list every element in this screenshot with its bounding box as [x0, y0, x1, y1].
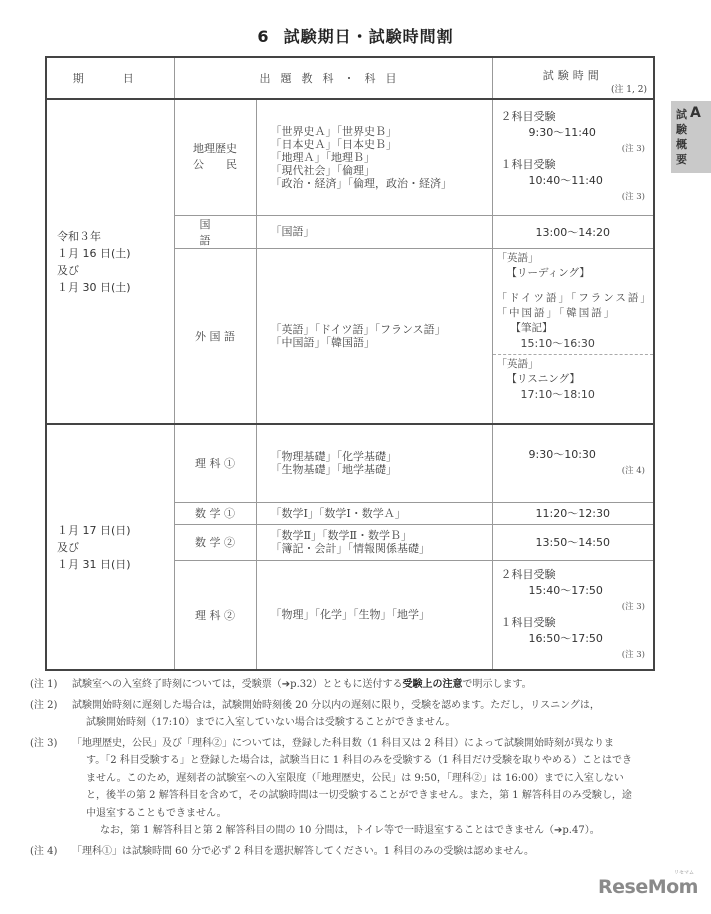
items-math-2: 「数学Ⅱ」「数学Ⅱ・数学Ｂ」 「簿記・会計」「情報関係基礎」 — [256, 524, 492, 560]
items-science-2: 「物理」「化学」「生物」「地学」 — [256, 560, 492, 670]
table-header-row — [46, 57, 654, 99]
note-1-emphasis: 受験上の注意 — [402, 679, 463, 690]
note-3: (注 3) 「地理歴史，公民」及び「理科②」については，登録した科目数（1 科目又は 2 科目）によって試験開始時刻が異なりま す。「2 科目受験する」と登録した場合は，試験当日に 1 科目のみを受験する（1 科目だけ受験を取りやめる）ことはでき ません。このため，遅刻者の試験室への入室限度（「地理歴史，公民」は 9:50，「理科②」は 16:00）までに入室しない と，後半の第 2 解答科目を含めて，その試験時間は一切受験することができません。また，第 1 解答科目のみ受験し，途 中退室することもできません。 なお，第 1 解答科目と第 2 解答科目の間の 10 分間は，トイレ等で一時退室することはできません（➔p.47）。 — [30, 737, 633, 836]
subject-japanese: 国 語 — [174, 215, 256, 248]
subject-science-1: 理 科 ① — [174, 424, 256, 502]
time-geo-history-civics: ２科目受験 9:30〜11:40 (注 3) １科目受験 10:40〜11:40 (注 3) — [492, 99, 654, 215]
date-cell-day2: １月 17 日(日) 及び １月 31 日(日) — [46, 424, 174, 670]
note-4: (注 4) 「理科①」は試験時間 60 分で必ず 2 科目を選択解答してください。1 科目のみの受験は認めません。 — [30, 845, 534, 857]
time-japanese: 13:00〜14:20 — [492, 215, 654, 248]
items-math-1: 「数学Ⅰ」「数学Ⅰ・数学Ａ」 — [256, 502, 492, 524]
subject-math-2: 数 学 ② — [174, 524, 256, 560]
table-row — [46, 99, 654, 215]
page-title: 6 試験期日・試験時間割 — [257, 27, 454, 46]
time-science-1: 9:30〜10:30 (注 4) — [492, 424, 654, 502]
resemom-logo: ReseMom リセマム — [598, 870, 698, 898]
subject-geo-history-civics: 地理歴史 公 民 — [174, 99, 256, 215]
exam-schedule-table — [45, 56, 655, 671]
time-math-2: 13:50〜14:50 — [492, 524, 654, 560]
header-subjects: 出題教科・科目 — [174, 57, 492, 99]
table-row — [46, 424, 654, 502]
time-foreign-language: 「英語」 【リーディング】 「ドイツ語」「フランス語」「中国語」「韓国語」 【筆記】 15:10〜16:30 「英語」 【リスニング】 17:10〜18:10 — [492, 248, 654, 424]
date-cell-day1: 令和３年 １月 16 日(土) 及び １月 30 日(土) — [46, 99, 174, 424]
section-tab-exam-overview[interactable] — [671, 101, 711, 173]
subject-science-2: 理 科 ② — [174, 560, 256, 670]
items-foreign-language: 「英語」「ドイツ語」「フランス語」 「中国語」「韓国語」 — [256, 248, 492, 424]
side-tab-letter: A — [690, 105, 701, 121]
side-tab-label: 試験概要 — [676, 108, 687, 166]
header-time: 試験時間 (注 1, 2) — [492, 57, 654, 99]
note-2: (注 2) 試験開始時刻に遅刻した場合は，試験開始時刻後 20 分以内の遅刻に限り，受験を認めます。ただし，リスニングは， 試験開始時刻（17:10）までに入室していない場合は受験することができません。 — [30, 699, 600, 728]
items-geo-history-civics: 「世界史Ａ」「世界史Ｂ」 「日本史Ａ」「日本史Ｂ」 「地理Ａ」「地理Ｂ」 「現代社会」「倫理」 「政治・経済」「倫理，政治・経済」 — [256, 99, 492, 215]
footnotes — [30, 676, 670, 860]
subject-foreign-language: 外 国 語 — [174, 248, 256, 424]
header-date: 期 日 — [46, 57, 174, 99]
subject-math-1: 数 学 ① — [174, 502, 256, 524]
items-japanese: 「国語」 — [256, 215, 492, 248]
time-science-2: ２科目受験 15:40〜17:50 (注 3) １科目受験 16:50〜17:50 (注 3) — [492, 560, 654, 670]
items-science-1: 「物理基礎」「化学基礎」 「生物基礎」「地学基礎」 — [256, 424, 492, 502]
note-1: (注 1) 試験室への入室終了時刻については，受験票（➔p.32）とともに送付する受験上の注意で明示します。 — [30, 679, 532, 690]
time-math-1: 11:20〜12:30 — [492, 502, 654, 524]
